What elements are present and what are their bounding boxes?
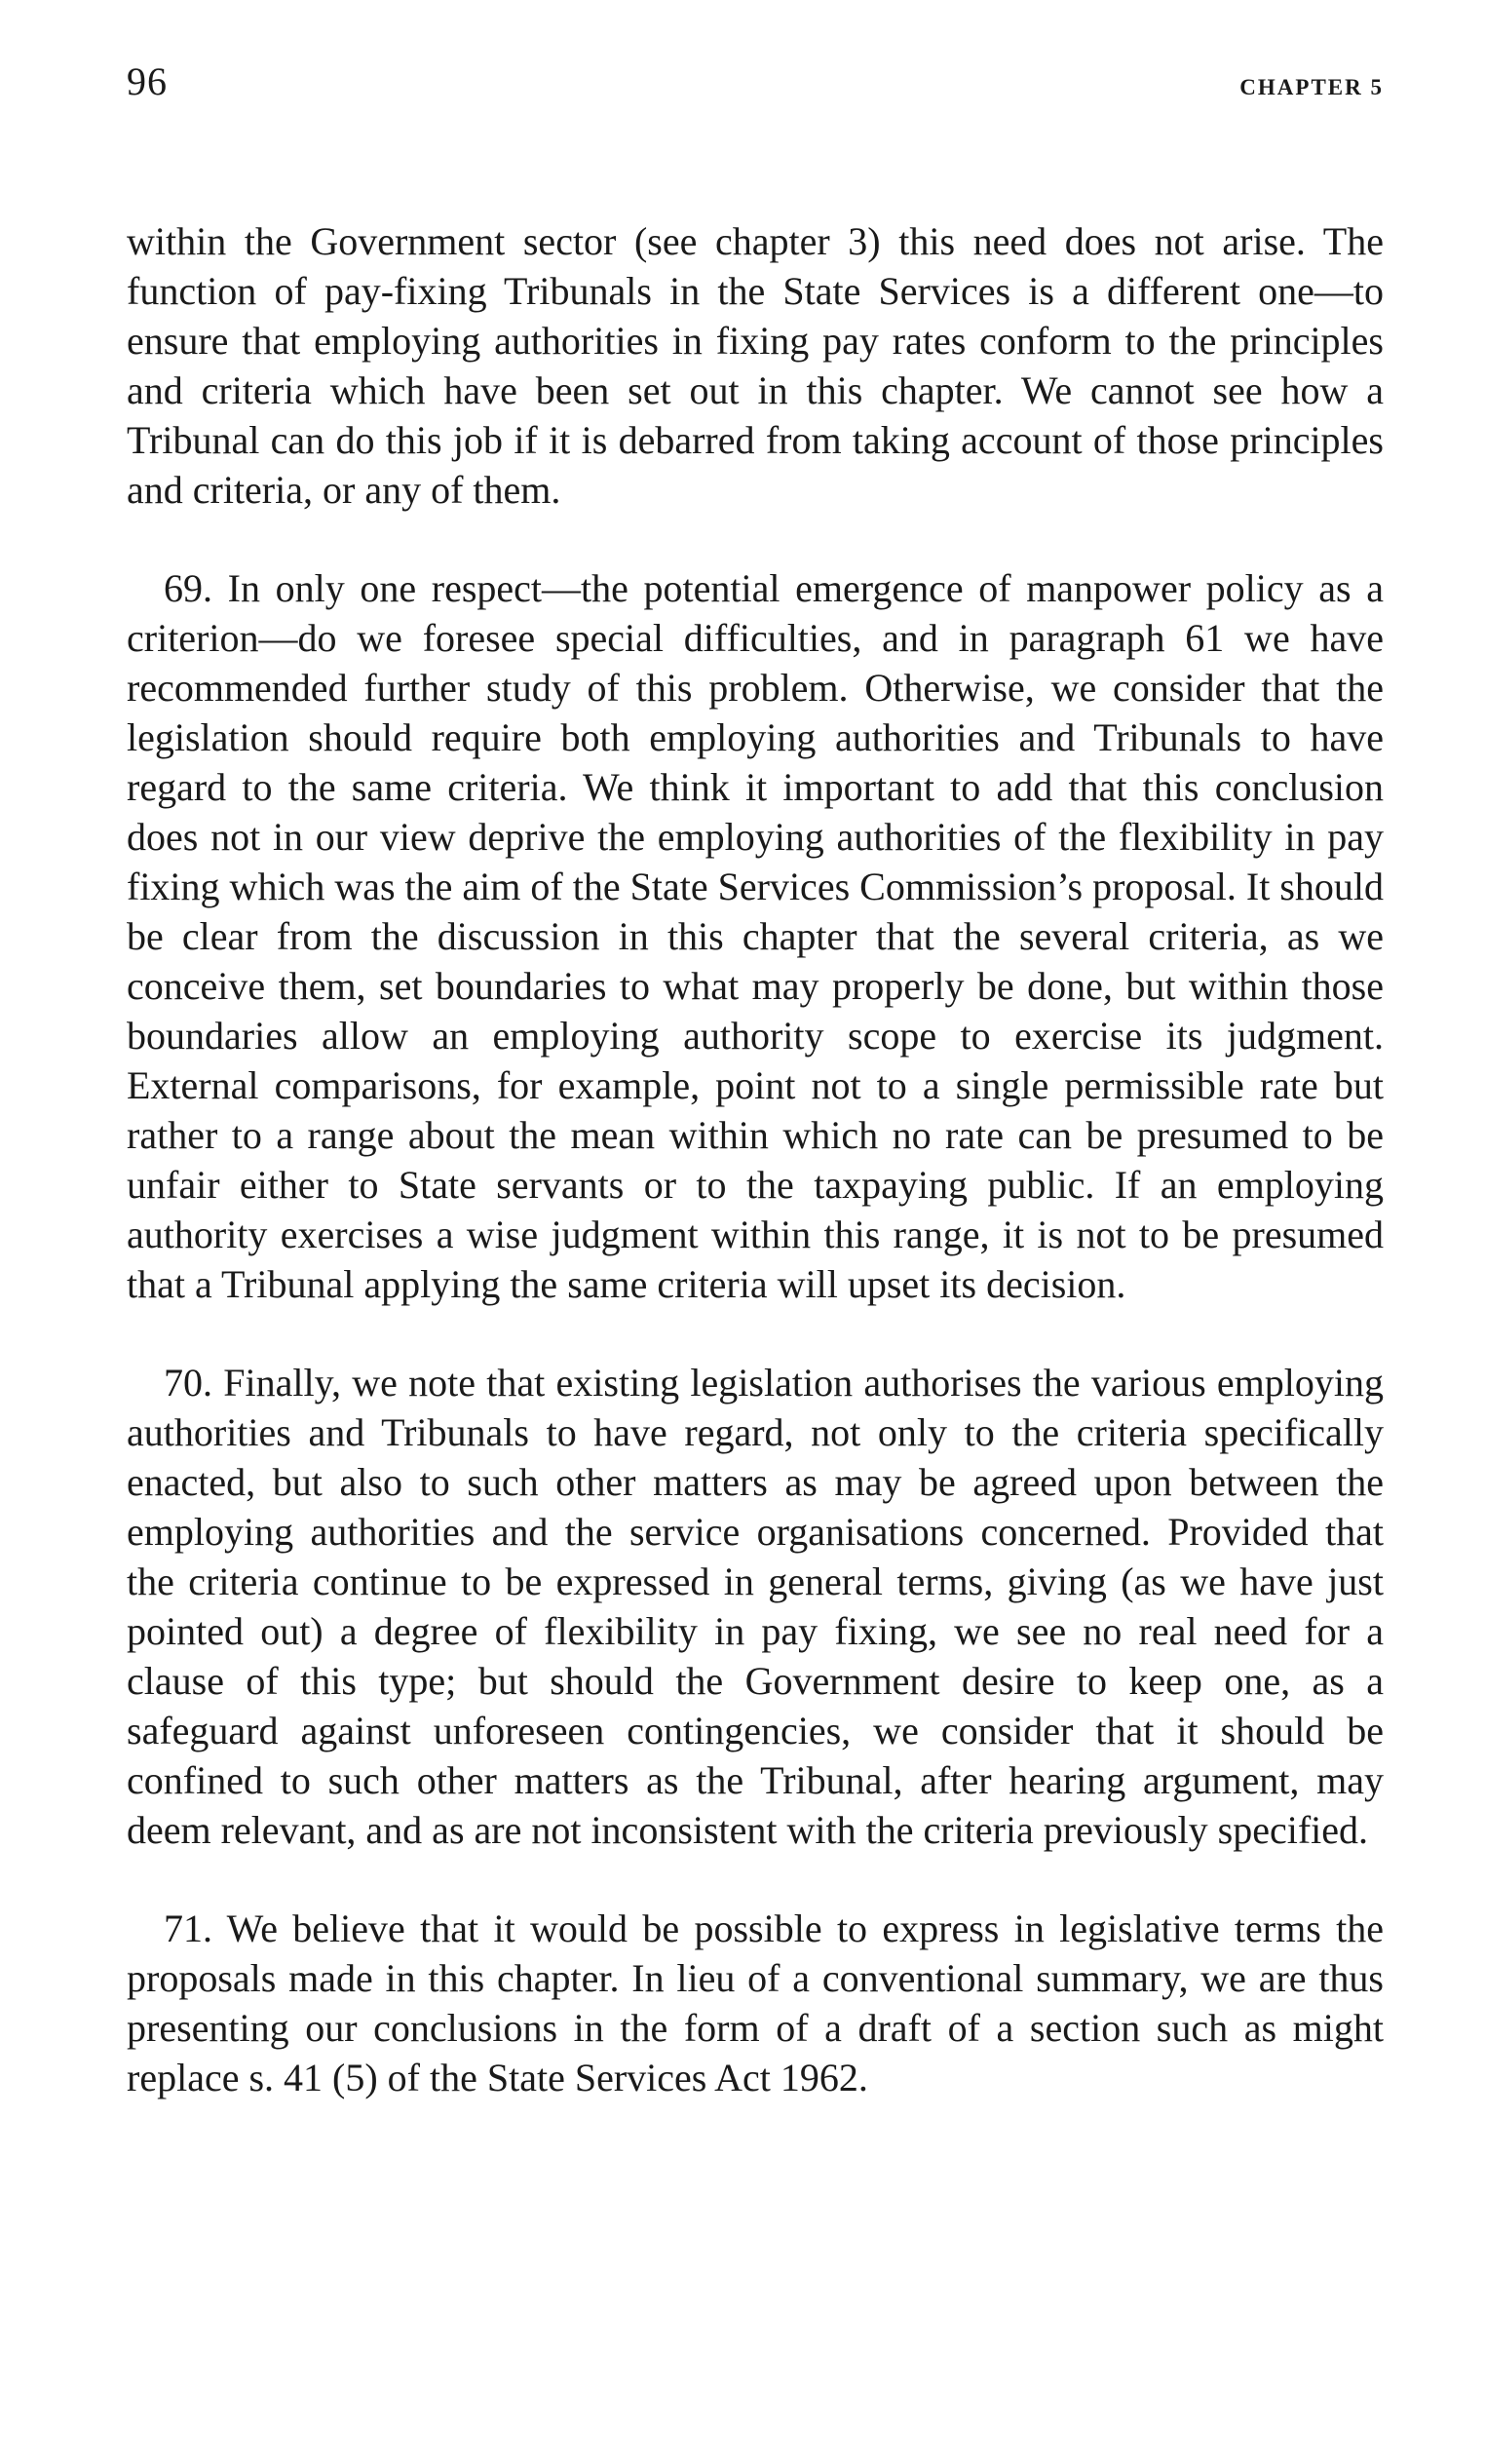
paragraph-69 <box>127 563 1384 1309</box>
paragraph-number: 70. <box>164 1361 212 1405</box>
paragraph-number: 71. <box>164 1906 212 1950</box>
body-text <box>127 216 1384 2102</box>
paragraph-text: We believe that it would be possible to express in legislative terms the proposals made in this chapter. In lieu of a conventional summary, we are thus presenting our conclusions in the form of a draft of a section such as might replace s. 41 (5) of the State Services Act 1962. <box>127 1906 1385 2099</box>
running-header <box>127 58 1384 131</box>
paragraph-continued <box>127 216 1384 515</box>
paragraph-text: within the Government sector (see chapter 3) this need does not arise. The function of pay-fixing Tribunals in the State Services is a different one—to ensure that employing authorities in fixing pay rates conform to the principles and criteria which have been set out in this chapter. We cannot see how a Tribunal can do this job if it is debarred from taking account of those principles and criteria, or any of them. <box>127 219 1384 512</box>
paragraph-text: In only one respect—the potential emergence of manpower policy as a criterion—do we foresee special difficulties, and in paragraph 61 we have recommended further study of this problem. Otherwise, we consider that the legislation should require both employing authorities and Tribunals to have regard to the same criteria. We think it important to add that this conclusion does not in our view deprive the employing authorities of the flexibility in pay fixing which was the aim of the State Services Commission’s proposal. It should be clear from the discussion in this chapter that the several criteria, as we conceive them, set boundaries to what may properly be done, but within those boundaries allow an employing authority scope to exercise its judgment. External comparisons, for example, point not to a single permissible rate but rather to a range about the mean within which no rate can be presumed to be unfair either to State servants or to the taxpaying public. If an employing authority exercises a wise judgment within this range, it is not to be presumed that a Tribunal applying the same criteria will upset its decision. <box>127 566 1384 1306</box>
document-page <box>127 58 1384 2151</box>
paragraph-number: 69. <box>164 566 212 610</box>
page-number: 96 <box>127 59 168 103</box>
paragraph-71 <box>127 1904 1384 2102</box>
chapter-label: CHAPTER 5 <box>1239 75 1384 99</box>
paragraph-70 <box>127 1358 1384 1855</box>
paragraph-text: Finally, we note that existing legislation authorises the various employing authorities and Tribunals to have regard, not only to the criteria specifically enacted, but also to such other matters as may be agreed upon between the employing authorities and the service organisations concerned. Provided that the criteria continue to be expressed in general terms, giving (as we have just pointed out) a degree of flexibility in pay fixing, we see no real need for a clause of this type; but should the Government desire to keep one, as a safeguard against unforeseen contingencies, we consider that it should be confined to such other matters as the Tribunal, after hearing argument, may deem relevant, and as are not inconsistent with the criteria previously specified. <box>127 1361 1385 1852</box>
